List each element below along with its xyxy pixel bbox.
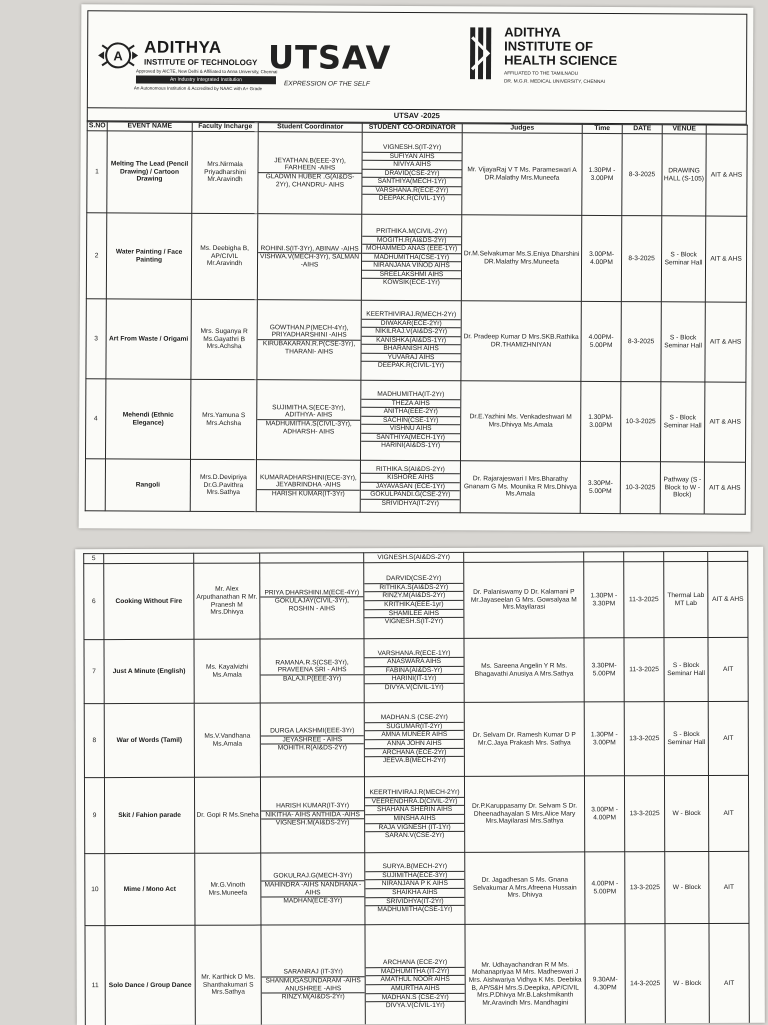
schedule-table-continued xyxy=(83,551,750,1025)
event-row xyxy=(85,379,745,462)
student-coordinator: JEYASHREE - AIHS xyxy=(261,735,364,744)
student-coordinator: KUMARADHARSHINI(ECE-3Yr), JEYABRINDHA -AIHS xyxy=(257,474,360,490)
event-date: 11-3-2025 xyxy=(624,638,664,702)
faculty-incharge: Mrs. Suganya R Ms.Gayathri B Mrs.Achsha xyxy=(191,299,257,379)
student-coordinator-cell xyxy=(260,553,364,563)
institution-tag: AIT & AHS xyxy=(708,561,748,637)
event-date: 13-3-2025 xyxy=(624,702,664,776)
event-row xyxy=(84,561,748,639)
co-ordinator: DIVYA.V(CIVIL-1Yr) xyxy=(365,683,464,691)
event-name: War of Words (Tamil) xyxy=(104,703,194,777)
event-name: Water Painting / Face Painting xyxy=(106,213,191,299)
svg-text:A: A xyxy=(113,48,123,63)
event-name: Solo Dance / Group Dance xyxy=(105,925,195,1025)
co-ordinator-cell xyxy=(364,552,464,562)
co-ordinator-list xyxy=(362,144,461,204)
event-date: 14-3-2025 xyxy=(625,924,665,1025)
student-coordinator-list xyxy=(261,802,364,827)
institution-tag xyxy=(708,551,748,561)
faculty-incharge: Mr. Alex Arputhanathan R Mr. Pranesh M Mrs.Dhivya xyxy=(194,563,260,639)
health-science-logo xyxy=(468,23,688,104)
student-coordinator: VISHWA.V(MECH-3Yr), SALMAN -AIHS xyxy=(258,253,361,269)
event-sno: 2 xyxy=(86,213,106,299)
student-coordinator-list xyxy=(262,969,365,1002)
college-approval: Approved by AICTE, New Delhi & Affiliated to Anna University, Chennai xyxy=(136,69,286,75)
student-coordinator-list xyxy=(258,324,361,356)
event-venue xyxy=(664,551,708,561)
event-name: Mehendi (Ethnic Elegance) xyxy=(105,379,190,459)
col-date: DATE xyxy=(622,125,662,134)
col-judges: Judges xyxy=(462,124,582,134)
co-ordinator: ARCHANA (ECE-2Yr) xyxy=(366,959,465,967)
event-time: 9.30AM- 4.30PM xyxy=(585,924,625,1025)
judges: Dr. Rajarajeswari I Mrs.Bharathy Gnanam G Ms. Mounika R Mrs.Dhivya Ms.Amala xyxy=(460,461,580,514)
student-coordinator-cell xyxy=(260,703,364,777)
co-ordinator: VISHNU AIHS xyxy=(361,425,460,434)
student-coordinator: VIGNESH.M(AI&DS-2Yr) xyxy=(261,819,364,827)
institution-tag: AIT xyxy=(708,637,748,701)
event-name: Just A Minute (English) xyxy=(104,639,194,703)
co-ordinator: BHARANISH AIHS xyxy=(362,345,461,354)
event-time: 3.30PM- 5.00PM xyxy=(584,638,624,702)
co-ordinator: MADHUMITHA (IT-2Yr) xyxy=(366,967,465,976)
college-accreditation: An Autonomous Institution & Accredited by NAAC with A+ Grade xyxy=(134,86,294,92)
co-ordinator: NIVIYA AIHS xyxy=(363,160,462,169)
co-ordinator-list xyxy=(365,714,464,765)
co-ordinator-cell xyxy=(361,214,461,301)
co-ordinator-list xyxy=(361,391,460,451)
co-ordinator-list xyxy=(361,311,460,371)
co-ordinator-cell xyxy=(365,852,465,924)
student-coordinator: MADHUMITHA.S(CIVIL-3Yr), ADHARSH- AIHS xyxy=(257,420,360,436)
event-name: Mime / Mono Act xyxy=(105,853,195,925)
co-ordinator: NIKILRAJ.V(AI&DS-2Yr) xyxy=(362,327,461,336)
student-coordinator: MAHINDRA -AIHS NANDHANA -AIHS xyxy=(261,881,364,898)
co-ordinator: SHAIKHA AIHS xyxy=(365,888,464,897)
event-row xyxy=(85,923,749,1025)
student-coordinator-cell xyxy=(256,460,360,513)
co-ordinator: VEERENDHRA.D(CIVIL-2Yr) xyxy=(365,797,464,806)
adithya-emblem-icon xyxy=(96,37,140,73)
co-ordinator: KOWSIK(ECE-1Yr) xyxy=(362,279,461,288)
utsav-tagline: EXPRESSION OF THE SELF xyxy=(284,80,370,87)
co-ordinator: KEERTHIVIRAJ.R(MECH-2Yr) xyxy=(365,789,464,797)
student-coordinator: PRIYA DHARSHINI.M(ECE-4Yr) xyxy=(260,589,363,597)
judges: Dr.M.Selvakumar Ms.S.Eniya Dharshini DR.Malathy Mrs.Muneefa xyxy=(461,215,581,302)
co-ordinator: VIGNESH.S(IT-2Yr) xyxy=(363,144,462,153)
student-coordinator-list xyxy=(261,727,364,752)
faculty-incharge: Ms. Deebigha B, AP/CIVIL Mr.Aravindh xyxy=(191,213,257,299)
co-ordinator: RITHIKA.S(AI&DS-2Yr) xyxy=(361,465,460,474)
co-ordinator: HARINI(AI&DS-1Yr) xyxy=(361,442,460,451)
student-coordinator: DURGA LAKSHMI(EEE-3Yr) xyxy=(261,727,364,735)
event-time: 1.30PM - 3.00PM xyxy=(582,133,622,215)
co-ordinator-list xyxy=(365,863,464,914)
student-coordinator-list xyxy=(260,589,363,613)
health-science-emblem-icon xyxy=(468,27,494,79)
institution-tag: AIT & AHS xyxy=(705,216,746,302)
event-name: Melting The Lead (Pencil Drawing) / Cartoon Drawing xyxy=(107,131,192,213)
student-coordinator-cell xyxy=(260,563,364,639)
college-banner: An Industry Integrated Institution xyxy=(136,76,276,85)
event-row xyxy=(84,637,748,703)
event-time: 1.30PM- 3.00PM xyxy=(580,381,620,461)
co-ordinator-list xyxy=(364,554,463,562)
event-row xyxy=(84,775,748,853)
student-coordinator: GOWTHAN.P(MECH-4Yr), PRIYADHARSHINI -AIHS xyxy=(258,324,361,340)
institution-tag: AIT & AHS xyxy=(704,382,745,462)
event-venue: S - Block Seminar Hall xyxy=(664,701,708,775)
student-coordinator: GLADWIN HUBER .G(AI&DS-2Yr), CHANDRU- AIHS xyxy=(258,173,361,189)
faculty-incharge xyxy=(194,553,260,563)
health-science-name xyxy=(504,25,617,68)
co-ordinator: SACHIN(CSE-1Yr) xyxy=(361,416,460,425)
event-time: 3.00PM - 4.00PM xyxy=(584,776,624,852)
event-name: Cooking Without Fire xyxy=(104,563,194,639)
student-coordinator: GOKULAJAY(CIVIL-3Yr), ROSHIN - AIHS xyxy=(260,597,363,613)
event-venue: W - Block xyxy=(665,851,709,923)
institution-tag: AIT & AHS xyxy=(705,302,746,382)
student-coordinator: KIRUBAKARAN.R.P(CSE-3Yr), THARANI- AIHS xyxy=(258,340,361,356)
co-ordinator: KISHORE AIHS xyxy=(361,473,460,482)
student-coordinator: NIKITHA- AIHS ANTHIDA -AIHS xyxy=(261,810,364,819)
event-sno: 8 xyxy=(84,704,104,778)
event-name xyxy=(104,553,194,563)
co-ordinator: SUJIMITHA(ECE-3Yr) xyxy=(365,871,464,880)
event-time: 4.00PM - 5.00PM xyxy=(585,852,625,924)
judges: Dr. Pradeep Kumar D Mrs.SKB.Rathika DR.THAMIZHNIYAN xyxy=(461,301,581,382)
faculty-incharge: Mr. Karthick D Ms. Shanthakumari S Mrs.Sathya xyxy=(195,925,261,1025)
co-ordinator-cell xyxy=(364,702,464,776)
judges: Dr.P.Karuppasamy Dr. Selvam S Dr. Dheenadhayalan S Mrs.Alice Mary Mrs.Mayilarasi Mrs.Sathya xyxy=(464,776,584,852)
co-ordinator: HARINI(IT-1Yr) xyxy=(365,675,464,684)
co-ordinator: MADHUMITHA(CSE-1Yr) xyxy=(365,906,464,914)
co-ordinator-list xyxy=(362,228,461,288)
co-ordinator: VARSHANA.R(ECE-2Yr) xyxy=(362,186,461,195)
judges: Dr.E.Yazhini Ms. Venkadeshwari M Mrs.Dhivya Ms.Amala xyxy=(460,381,580,462)
event-sno xyxy=(85,459,105,511)
student-coordinator: BALAJI.P(EEE-3Yr) xyxy=(261,674,364,682)
event-date: 8-3-2025 xyxy=(621,216,661,302)
co-ordinator: MADHAN.S (CSE-2Yr) xyxy=(365,714,464,722)
schedule-title: UTSAV -2025 xyxy=(87,108,747,124)
student-coordinator-cell xyxy=(257,300,361,381)
student-coordinator: RINZY.M(AI&DS-2Yr) xyxy=(262,993,365,1001)
co-ordinator: KRITHIKA(EEE-1yr) xyxy=(364,600,463,609)
event-row xyxy=(84,701,748,777)
judges: Dr. Palaniswamy D Dr. Kalamani P Mr.Jayaseelan G Mrs. Gowsalyaa M Mrs.Mayilarasi xyxy=(464,562,584,638)
event-date: 10-3-2025 xyxy=(620,382,660,462)
student-coordinator-cell xyxy=(258,132,362,215)
co-ordinator: SARAN.V(CSE-2Yr) xyxy=(365,832,464,840)
adithya-it-logo xyxy=(96,31,276,92)
co-ordinator: RITHIKA.S(AI&DS-2Yr) xyxy=(364,583,463,592)
student-coordinator: HARISH KUMAR(IT-3Yr) xyxy=(257,489,360,498)
co-ordinator: RAJA VIGNESH (IT-1Yr) xyxy=(365,823,464,832)
institution-tag: AIT xyxy=(708,775,748,851)
event-time: 3.00PM- 4.00PM xyxy=(581,215,621,301)
judges: Dr. Selvam Dr. Ramesh Kumar D P Mr.C.Jaya Prakash Mrs. Sathya xyxy=(464,702,584,776)
co-ordinator: SRIVIDHYA(IT-2Yr) xyxy=(361,499,460,508)
health-affiliation-2: DR. M.G.R. MEDICAL UNIVERSITY, CHENNAI xyxy=(504,79,704,85)
co-ordinator: SANTHIYA(MECH-1Yr) xyxy=(361,433,460,442)
event-row xyxy=(85,851,749,925)
health-line-2: INSTITUTE OF xyxy=(504,39,617,54)
student-coordinator: GOKULRAJ.G(MECH-3Yr) xyxy=(261,873,364,881)
co-ordinator: SHAMILEE AIHS xyxy=(364,609,463,618)
event-venue: S - Block Seminar Hall xyxy=(661,302,705,382)
event-row xyxy=(86,299,746,382)
student-coordinator-cell xyxy=(260,639,364,703)
co-ordinator: ANASWARA AIHS xyxy=(365,657,464,666)
co-ordinator: YUVARAJ AIHS xyxy=(362,353,461,362)
event-date xyxy=(624,552,664,562)
event-sno: 9 xyxy=(84,778,104,854)
co-ordinator-list xyxy=(364,575,463,626)
health-affiliation-1: AFFILIATED TO THE TAMILNADU xyxy=(504,71,704,77)
co-ordinator-cell xyxy=(361,300,461,381)
student-coordinator-list xyxy=(258,245,361,269)
event-venue: S - Block Seminar Hall xyxy=(661,216,705,302)
judges: Mr. VijayaRaj V T Ms. Parameswari A DR.Malathy Mrs.Muneefa xyxy=(462,133,582,216)
col-venue: VENUE xyxy=(662,125,706,134)
judges: Dr. Jagadhesan S Ms. Gnana Selvakumar A Mrs.Afreena Hussain Mrs. Dhivya xyxy=(465,852,585,924)
event-venue: W - Block xyxy=(665,923,709,1025)
event-venue: W - Block xyxy=(664,775,708,851)
co-ordinator-cell xyxy=(364,776,464,852)
student-coordinator-list xyxy=(258,157,361,189)
co-ordinator: MADHUMITHA(CSE-1Yr) xyxy=(362,253,461,262)
event-row xyxy=(86,213,746,302)
co-ordinator: MINSHA AIHS xyxy=(365,814,464,823)
student-coordinator: ROHINI.S(IT-3Yr), ABINAV -AIHS xyxy=(258,245,361,254)
co-ordinator: SUFIYAN AIHS xyxy=(363,152,462,161)
co-ordinator: RINZY.M(AI&DS-2Yr) xyxy=(364,592,463,601)
schedule-page-2 xyxy=(75,547,765,1025)
co-ordinator: DIWAKAR(ECE-2Yr) xyxy=(362,319,461,328)
co-ordinator: SURYA.B(MECH-2Yr) xyxy=(365,863,464,871)
co-ordinator: SRIVIDHYA(IT-2Yr) xyxy=(365,897,464,906)
event-sno: 5 xyxy=(84,554,104,564)
student-coordinator-list xyxy=(261,659,364,683)
utsav-wordmark: UTSAV xyxy=(268,38,391,77)
student-coordinator: HARISH KUMAR(IT-3Yr) xyxy=(261,802,364,810)
co-ordinator: NIRANJANA VINOD AIHS xyxy=(362,262,461,271)
event-date: 8-3-2025 xyxy=(621,302,661,382)
institution-tag: AIT & AHS xyxy=(706,134,747,216)
student-coordinator: SHANMUGASUNDARAM -AIHS ANUSHREE -AIHS xyxy=(262,977,365,994)
co-ordinator: MADHUMITHA(IT-2Yr) xyxy=(361,391,460,400)
faculty-incharge: Mrs.D.Devipriya Dr.G.Pavithra Mrs.Sathya xyxy=(190,459,256,511)
faculty-incharge: Mrs.Yamuna S Mrs.Achsha xyxy=(190,379,256,459)
co-ordinator: JAYAVASAN (ECE-1Yr) xyxy=(361,482,460,491)
judges xyxy=(464,552,584,562)
co-ordinator: KEERTHIVIRAJ.R(MECH-2Yr) xyxy=(362,311,461,320)
col-blank xyxy=(706,125,747,134)
faculty-incharge: Mr.G.Vinoth Mrs.Muneefa xyxy=(195,853,261,925)
co-ordinator-cell xyxy=(362,132,462,215)
event-sno: 7 xyxy=(84,640,104,704)
event-time: 1.30PM - 3.30PM xyxy=(584,562,624,638)
event-venue: Thermal Lab MT Lab xyxy=(664,561,708,637)
faculty-incharge: Mrs.Nirmala Priyadharshini Mr.Aravindh xyxy=(192,131,258,213)
co-ordinator: ANITHA(EEE-2Yr) xyxy=(361,407,460,416)
institution-tag: AIT xyxy=(709,851,749,923)
event-name: Art From Waste / Origami xyxy=(106,299,191,379)
co-ordinator: SHAHANA SHERIN AIHS xyxy=(365,806,464,815)
judges: Mr. Udhayachandran R M Ms. Mohanapriyaa M Mrs. Madheswari J Mrs. Aishwariya Vidhya K Ms. Deebika B, AP/S&H Mrs.S.Deepika, AP/CIVIL Mrs.P.Dhivya Mr.B.Lakshmikanth Mr.Aravindh Mrs. Mandhagini xyxy=(465,924,585,1025)
co-ordinator-list xyxy=(361,465,460,507)
co-ordinator: SREELAKSHMI AIHS xyxy=(362,270,461,279)
event-sno: 3 xyxy=(86,299,106,379)
co-ordinator-list xyxy=(365,649,464,691)
student-coordinator-list xyxy=(257,404,360,436)
co-ordinator-cell xyxy=(360,460,460,513)
col-co-ordinator: STUDENT CO-ORDINATOR xyxy=(362,123,462,133)
co-ordinator-cell xyxy=(365,924,465,1025)
co-ordinator: VIGNESH.S(IT-2Yr) xyxy=(364,618,463,626)
faculty-incharge: Ms.V.Vandhana Ms.Amala xyxy=(194,703,260,777)
letterhead xyxy=(87,10,748,111)
co-ordinator: PRITHIKA.M(CIVIL-2Yr) xyxy=(362,228,461,237)
student-coordinator: MOHITH.R(AI&DS-2Yr) xyxy=(261,744,364,752)
co-ordinator: NIRANJANA P K AIHS xyxy=(365,880,464,889)
student-coordinator-list xyxy=(261,873,364,906)
co-ordinator: DEEPAK.R(CIVIL-1Yr) xyxy=(362,195,461,204)
event-date: 13-3-2025 xyxy=(624,776,664,852)
event-time: 1.30PM - 3.00PM xyxy=(584,702,624,776)
co-ordinator: MOGITH.R(AI&DS-2Yr) xyxy=(362,236,461,245)
health-line-3: HEALTH SCIENCE xyxy=(504,53,617,68)
college-subtitle: INSTITUTE OF TECHNOLOGY xyxy=(144,58,257,68)
event-sno: 6 xyxy=(84,564,104,640)
student-coordinator-list xyxy=(257,474,360,498)
co-ordinator: SUGUMAR(IT-2Yr) xyxy=(365,722,464,731)
student-coordinator: SARANRAJ (IT-3Yr) xyxy=(262,969,365,977)
event-name: Rangoli xyxy=(105,459,190,511)
event-name: Skit / Fahion parade xyxy=(104,777,194,853)
health-line-1: ADITHYA xyxy=(504,25,617,40)
event-sno: 4 xyxy=(85,379,105,459)
co-ordinator: AMATHUL NOOR AIHS xyxy=(366,976,465,985)
student-coordinator-cell xyxy=(261,925,365,1025)
student-coordinator-cell xyxy=(256,380,360,461)
co-ordinator-cell xyxy=(364,638,464,702)
col-faculty: Faculty Incharge xyxy=(192,122,258,131)
col-sno: S.NO xyxy=(87,122,107,131)
schedule-page-1 xyxy=(79,4,754,532)
student-coordinator: RAMANA.R.S(CSE-3Yr), PRAVEENA SRI - AIHS xyxy=(261,659,364,675)
co-ordinator: GOKULPANDI.G(CSE-2Yr) xyxy=(361,491,460,500)
event-venue: Pathway (S - Block to W - Block) xyxy=(660,462,704,514)
student-coordinator-cell xyxy=(257,214,361,301)
co-ordinator: VARSHANA.R(ECE-1Yr) xyxy=(365,649,464,657)
student-coordinator-cell xyxy=(261,853,365,925)
bleed-through-text xyxy=(79,474,81,480)
col-student-coordinator: Student Coordinator xyxy=(258,123,362,133)
event-time: 3.30PM- 5.00PM xyxy=(580,461,620,513)
co-ordinator: MOHAMMED ANAS (EEE-1Yr) xyxy=(362,244,461,253)
event-date: 13-3-2025 xyxy=(625,852,665,924)
institution-tag: AIT xyxy=(708,701,748,775)
co-ordinator: JEEVA.B(MECH-2Yr) xyxy=(365,757,464,765)
co-ordinator-cell xyxy=(364,562,464,638)
college-name: ADITHYA xyxy=(144,38,222,58)
co-ordinator: ANNA JOHN AIHS xyxy=(365,739,464,748)
co-ordinator: DEEPAK.R(CIVIL-1Yr) xyxy=(361,362,460,371)
judges: Ms. Sareena Angelin Y R Ms. Bhagavathi Anusiya A Mrs.Sathya xyxy=(464,638,584,702)
event-date: 10-3-2025 xyxy=(620,462,660,514)
co-ordinator: SANTHIYA(MECH-1Yr) xyxy=(362,178,461,187)
event-row xyxy=(87,131,747,216)
institution-tag: AIT & AHS xyxy=(704,462,745,514)
faculty-incharge: Dr. Gopi R Ms.Sneha xyxy=(194,777,260,853)
co-ordinator: DRAVID(CSE-2Yr) xyxy=(362,169,461,178)
schedule-table xyxy=(85,121,748,514)
co-ordinator-list xyxy=(366,959,465,1010)
event-time xyxy=(584,552,624,562)
co-ordinator-list xyxy=(365,789,464,840)
student-coordinator: SUJIMITHA.S(ECE-3Yr), ADITHYA- AIHS xyxy=(257,404,360,420)
co-ordinator: AMNA MUNEER AIHS xyxy=(365,731,464,740)
event-date: 8-3-2025 xyxy=(622,134,662,216)
faculty-incharge: Ms. Kayalvizhi Ms.Amala xyxy=(194,639,260,703)
co-ordinator: DIVYA.V(CIVIL-1Yr) xyxy=(366,1002,465,1010)
co-ordinator: ARCHANA (ECE-2Yr) xyxy=(365,748,464,757)
event-row xyxy=(85,459,745,514)
co-ordinator: THEZA AIHS xyxy=(361,399,460,408)
event-venue: S - Block Seminar Hall xyxy=(660,382,704,462)
col-time: Time xyxy=(582,124,622,133)
event-date: 11-3-2025 xyxy=(624,562,664,638)
utsav-logo xyxy=(268,36,388,101)
co-ordinator: VIGNESH.S(AI&DS-2Yr) xyxy=(364,554,463,562)
event-sno: 11 xyxy=(85,926,105,1025)
co-ordinator: AMURTHA AIHS xyxy=(366,984,465,993)
col-event: EVENT NAME xyxy=(107,122,192,131)
co-ordinator: KANISHKA(AI&DS-1Yr) xyxy=(362,336,461,345)
student-coordinator-cell xyxy=(260,777,364,853)
event-sno: 10 xyxy=(85,854,105,926)
co-ordinator-cell xyxy=(360,380,460,461)
event-venue: DRAWING HALL (S-105) xyxy=(662,134,706,216)
co-ordinator: FABINA(AI&DS-Yr) xyxy=(365,666,464,675)
institution-tag: AIT xyxy=(709,923,749,1025)
co-ordinator: DARVID(CSE-2Yr) xyxy=(364,575,463,583)
student-coordinator: MADHAN(ECE-3Yr) xyxy=(261,897,364,905)
event-sno: 1 xyxy=(87,131,107,213)
co-ordinator: MADHAN.S (CSE-2Yr) xyxy=(366,993,465,1002)
event-time: 4.00PM- 5.00PM xyxy=(581,301,621,381)
event-venue: S - Block Seminar Hall xyxy=(664,637,708,701)
student-coordinator: JEYATHAN.B(EEE-3Yr), FARHEEN -AIHS xyxy=(258,157,361,173)
